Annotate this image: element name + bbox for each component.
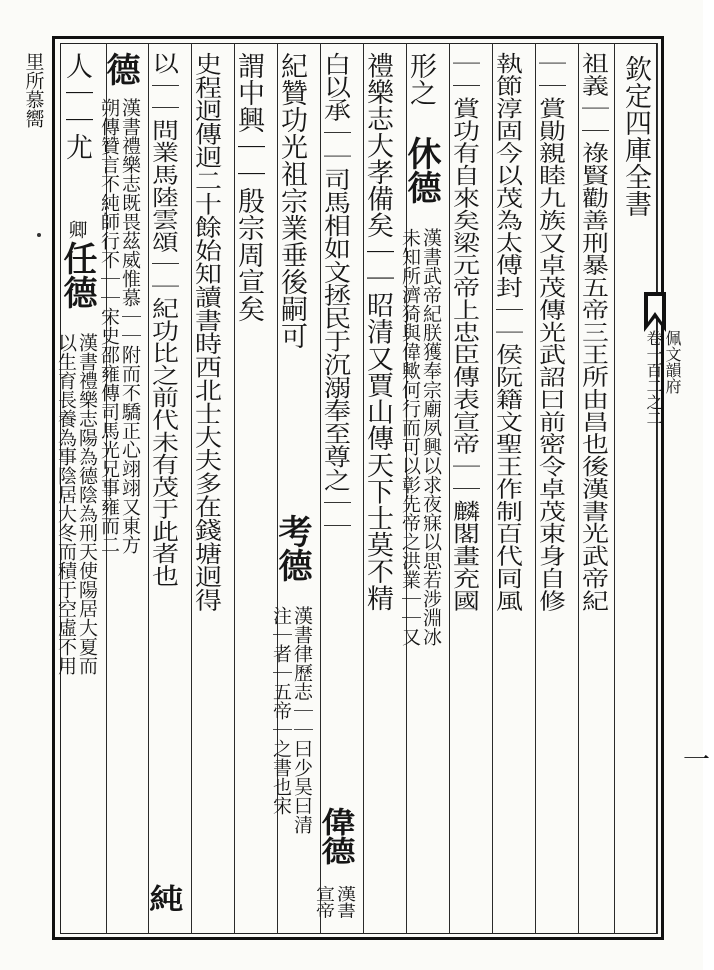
heading-segment xyxy=(140,884,184,912)
heading-segment xyxy=(312,807,356,865)
main-text: 謂中興｜｜殷宗周宣矣 xyxy=(233,52,264,322)
main-segment xyxy=(527,52,571,612)
main-text: 執節淳固今以茂為太傅封｜｜侯阮籍文聖王作制百代同風 xyxy=(491,52,522,612)
main-text: 禮樂志大孝備矣｜｜昭清又賈山傳天下士莫不精 xyxy=(362,52,393,612)
text-column xyxy=(570,52,614,777)
main-text: 白以承｜｜司馬相如文拯民于沉溺奉至尊之｜｜ xyxy=(319,52,350,538)
main-segment xyxy=(570,52,614,612)
heading-segment xyxy=(97,52,141,86)
annotation-left: 宣帝 xyxy=(313,885,335,919)
page-marker xyxy=(672,745,709,785)
annotation-right: 漢書禮樂志既畏茲威惟慕｜｜附而不驕正心翊翊又東方 xyxy=(119,98,141,554)
entry-heading: 任德 xyxy=(57,241,97,309)
annotation-right: 漢書律歷志｜｜曰少昊曰清 xyxy=(291,606,313,834)
entry-heading: 考德 xyxy=(272,514,312,582)
margin-label-left: 卷一百二之二 xyxy=(644,330,663,426)
annotation-right: 里所慕嚮 xyxy=(22,52,45,128)
main-segment xyxy=(484,52,528,612)
annotation-segment xyxy=(97,98,141,554)
main-segment xyxy=(312,52,356,537)
annotation-left: 朔傳贊言不純師行不｜｜宋史邵雍傳司馬光兄事雍而二 xyxy=(98,98,120,554)
main-text: 紀贊功光祖宗業垂後嗣可 xyxy=(276,52,307,349)
annotation-left: 未知所濟猗與偉歟何行而可以彰先帝之洪業｜｜又 xyxy=(399,228,421,646)
text-column xyxy=(54,52,98,927)
text-column xyxy=(484,52,528,777)
annotation-segment xyxy=(54,333,98,675)
main-segment xyxy=(398,52,442,106)
margin-label-right: 佩文韻府 xyxy=(663,330,682,394)
text-column xyxy=(441,52,485,777)
main-text: 形之 xyxy=(405,52,436,106)
annotation-segment xyxy=(54,220,98,239)
annotation-right: 漢書武帝紀朕獲奉宗廟夙興以求夜寐以思若涉淵冰 xyxy=(420,228,442,646)
annotation-right: 卿 xyxy=(65,220,88,239)
main-segment xyxy=(54,52,98,160)
heading-segment xyxy=(54,241,98,309)
margin-label xyxy=(642,330,682,780)
annotation-right: 漢書禮樂志陽為德陰為刑天使陽居大夏而 xyxy=(76,333,98,675)
text-column xyxy=(355,52,399,915)
heading-segment xyxy=(398,136,442,204)
annotation-segment xyxy=(398,228,442,646)
heading-segment xyxy=(269,514,313,582)
annotation-segment xyxy=(269,606,313,834)
main-segment xyxy=(226,52,270,322)
main-segment xyxy=(355,52,399,611)
annotation-segment xyxy=(11,52,55,128)
text-column xyxy=(183,52,227,807)
entry-heading: 休德 xyxy=(401,136,441,204)
text-column xyxy=(269,52,313,927)
text-column xyxy=(97,52,141,927)
text-column xyxy=(140,52,184,912)
fishtail-mark-icon xyxy=(644,292,666,332)
main-text: 人｜｜尤 xyxy=(61,52,92,160)
main-segment xyxy=(269,52,313,349)
book-title-column xyxy=(614,55,658,285)
main-segment xyxy=(140,52,184,587)
text-column xyxy=(312,52,356,919)
annotation-left: 注｜者｜五帝｜之書也宋 xyxy=(270,606,292,815)
main-text: ｜｜賞功有自來矣梁元帝上忠臣傳表宣帝｜｜麟閣畫充國 xyxy=(448,52,479,612)
annotation-left: 以生育長養為事陰居大冬而積于空虛不用 xyxy=(55,333,77,675)
entry-heading: 純 xyxy=(143,883,183,912)
text-column xyxy=(398,52,442,927)
main-segment xyxy=(183,52,227,611)
annotation-right: 漢書 xyxy=(334,885,356,919)
main-text: 祖義｜｜祿賢勸善刑暴五帝三王所由昌也後漢書光武帝紀 xyxy=(577,52,608,612)
main-text: ｜｜賞勛親睦九族又卓茂傳光武詔曰前密令卓茂束身自修 xyxy=(534,52,565,612)
text-column xyxy=(226,52,270,927)
main-text: 史程迥傳迥二十餘始知讀書時西北士大夫多在錢塘迥得 xyxy=(190,52,221,612)
entry-heading: 德 xyxy=(100,52,140,86)
text-column xyxy=(527,52,571,777)
main-text: 以｜｜問業馬陸雲頌｜｜紀功比之前代未有茂于此者也 xyxy=(147,52,178,587)
text-column xyxy=(11,52,55,927)
book-title: 欽定四庫全書 xyxy=(620,55,651,217)
annotation-segment xyxy=(312,886,356,919)
main-segment xyxy=(441,52,485,612)
entry-heading: 偉德 xyxy=(315,806,355,866)
page-marker-text: 一 xyxy=(678,745,709,772)
